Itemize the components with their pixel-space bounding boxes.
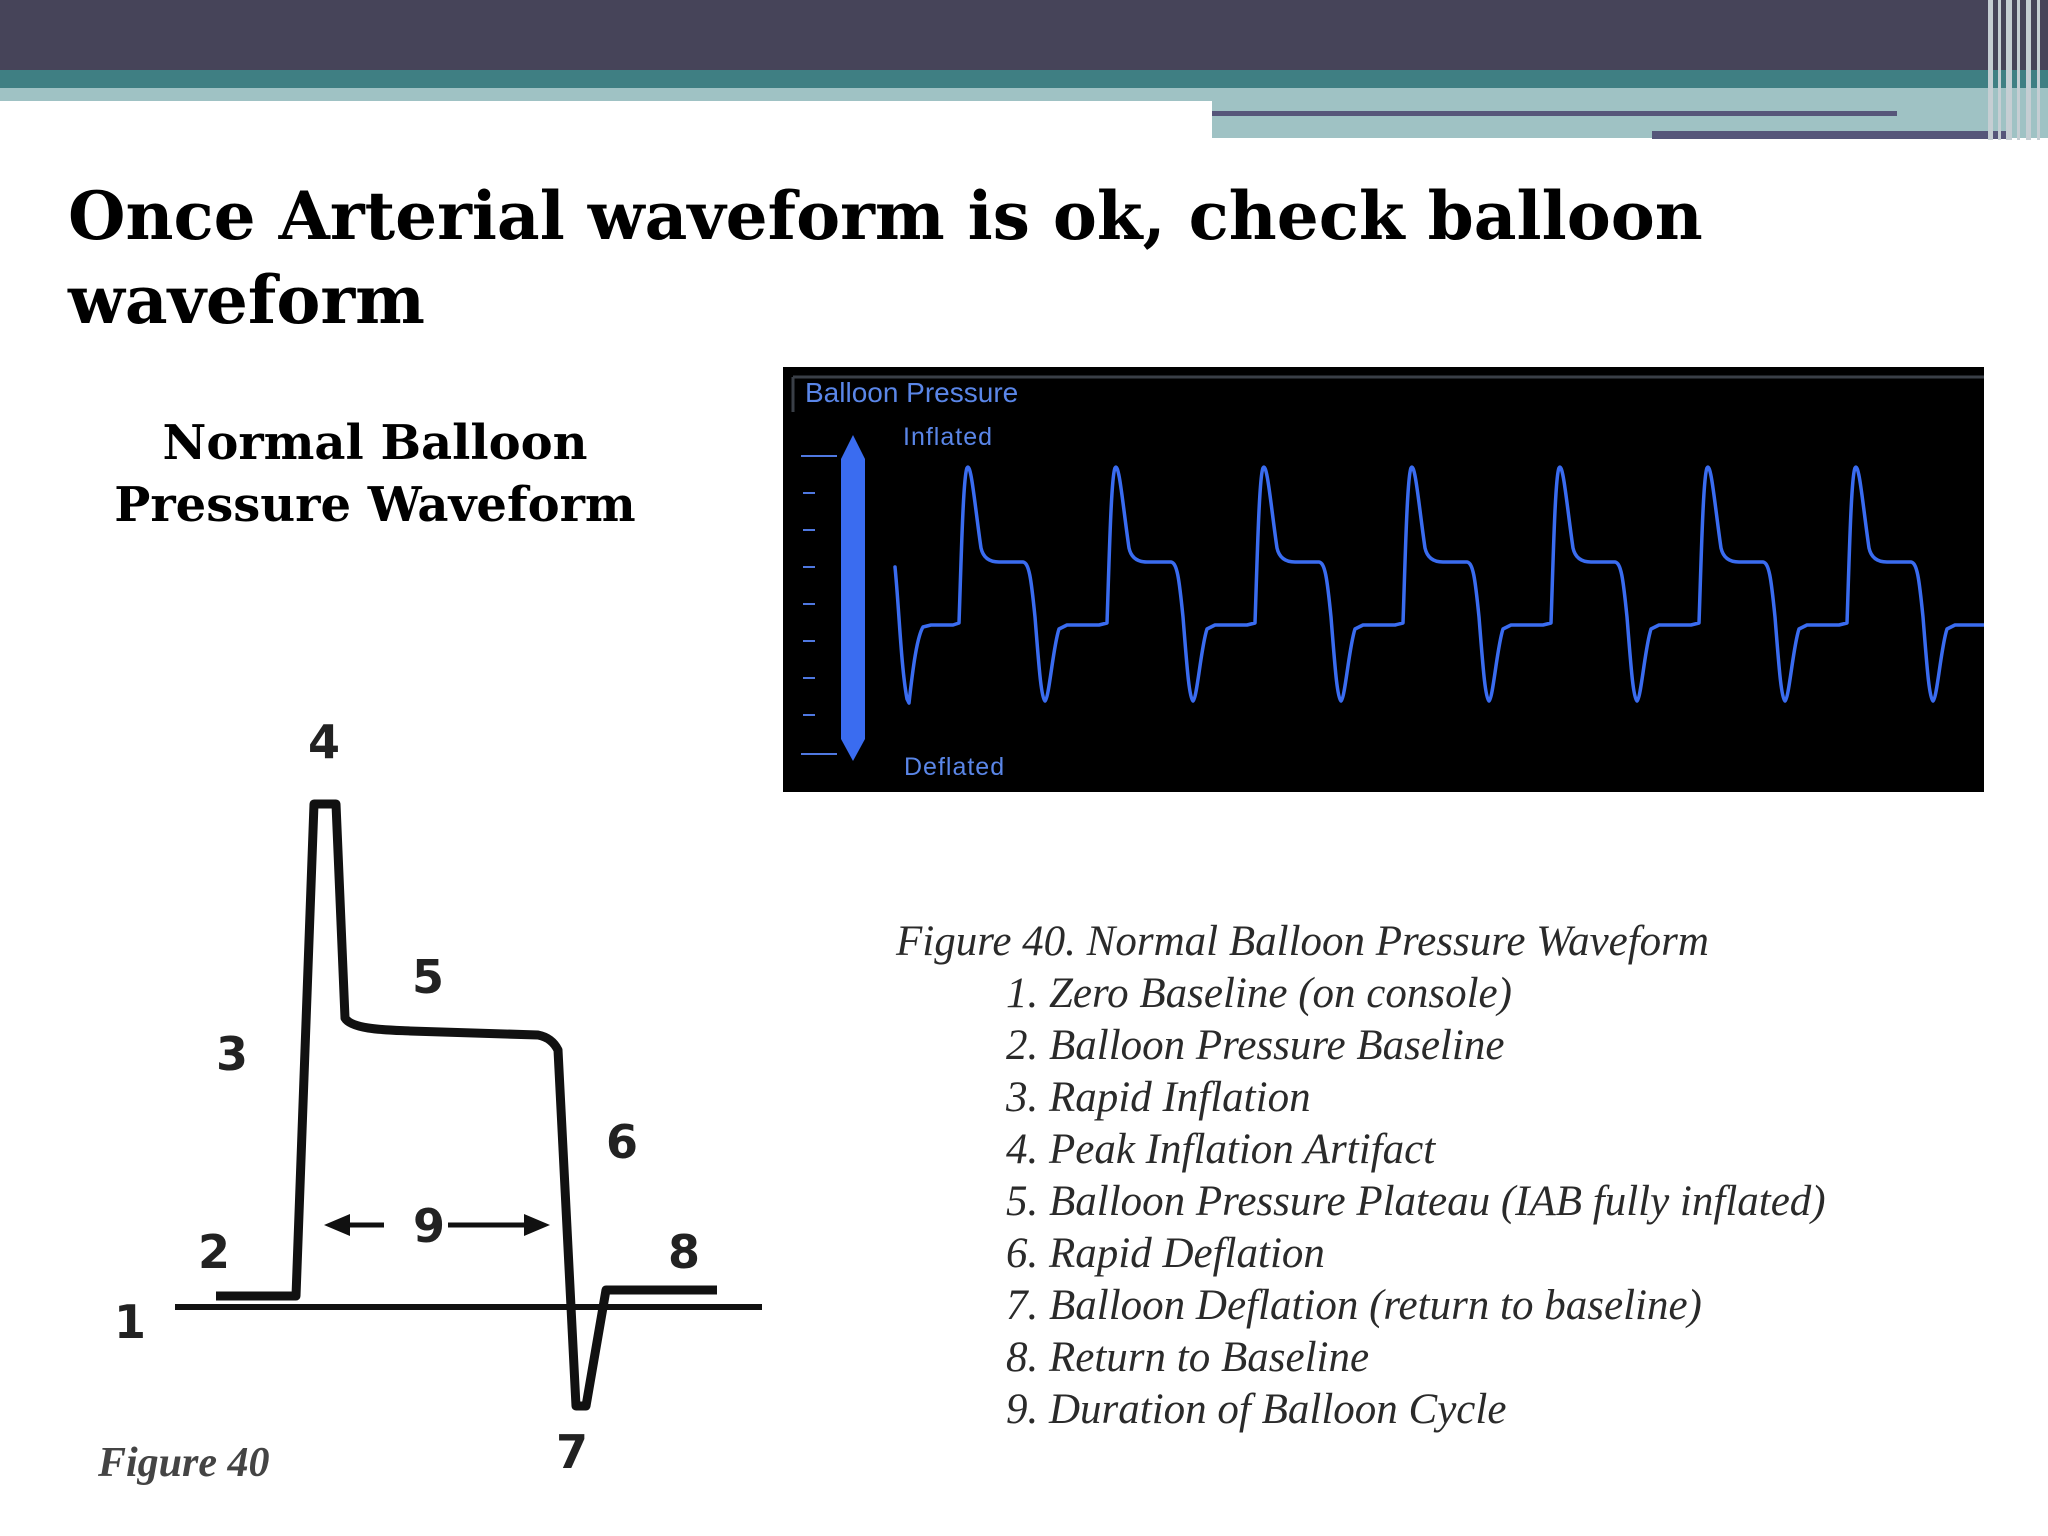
legend-list — [896, 968, 2016, 1436]
legend-title: Figure 40. Normal Balloon Pressure Waveform — [896, 918, 1709, 965]
header-accent-band-light — [0, 88, 1212, 101]
marker-2: 2 — [198, 1225, 231, 1279]
slide-title: Once Arterial waveform is ok, check balloon waveform — [68, 177, 1703, 339]
legend-item: 5. Balloon Pressure Plateau (IAB fully inflated) — [1006, 1178, 1826, 1225]
monitor-scale-ticks — [801, 456, 837, 754]
marker-8: 8 — [668, 1225, 701, 1279]
marker-7: 7 — [556, 1425, 589, 1479]
subtitle-line-2: Pressure Waveform — [114, 477, 636, 533]
slide-subtitle — [100, 412, 650, 536]
legend-item: 9. Duration of Balloon Cycle — [1006, 1386, 1507, 1433]
header-bar — [0, 0, 2048, 70]
legend-item: 1. Zero Baseline (on console) — [1006, 970, 1512, 1017]
header-rule — [1212, 111, 1897, 116]
header-accent-band — [0, 70, 2048, 88]
marker-1: 1 — [114, 1295, 147, 1349]
marker-4: 4 — [308, 715, 341, 769]
monitor-label-inflated: Inflated — [903, 423, 994, 451]
marker-5: 5 — [412, 950, 445, 1004]
subtitle-line-1: Normal Balloon — [162, 415, 588, 471]
marker-3: 3 — [216, 1027, 249, 1081]
header-rule-short — [1652, 131, 2010, 139]
legend-item: 6. Rapid Deflation — [1006, 1230, 1325, 1277]
monitor-header: Balloon Pressure — [805, 377, 1019, 408]
marker-6: 6 — [606, 1115, 639, 1169]
legend-item: 4. Peak Inflation Artifact — [1006, 1126, 1436, 1173]
balloon-pressure-curve — [216, 804, 717, 1406]
monitor-waveform — [895, 467, 1984, 703]
marker-9: 9 — [413, 1199, 446, 1253]
monitor-level-bar — [841, 435, 865, 761]
figure-caption: Figure 40 — [98, 1440, 270, 1486]
legend-item: 3. Rapid Inflation — [1006, 1074, 1311, 1121]
legend-item: 2. Balloon Pressure Baseline — [1006, 1022, 1505, 1069]
legend-item: 7. Balloon Deflation (return to baseline) — [1006, 1282, 1702, 1329]
balloon-waveform-diagram — [90, 700, 790, 1500]
legend-item: 8. Return to Baseline — [1006, 1334, 1370, 1381]
header-stripes — [1984, 0, 2048, 140]
figure-legend — [896, 916, 2016, 1436]
balloon-pressure-monitor — [783, 367, 1984, 792]
monitor-label-deflated: Deflated — [904, 753, 1006, 781]
